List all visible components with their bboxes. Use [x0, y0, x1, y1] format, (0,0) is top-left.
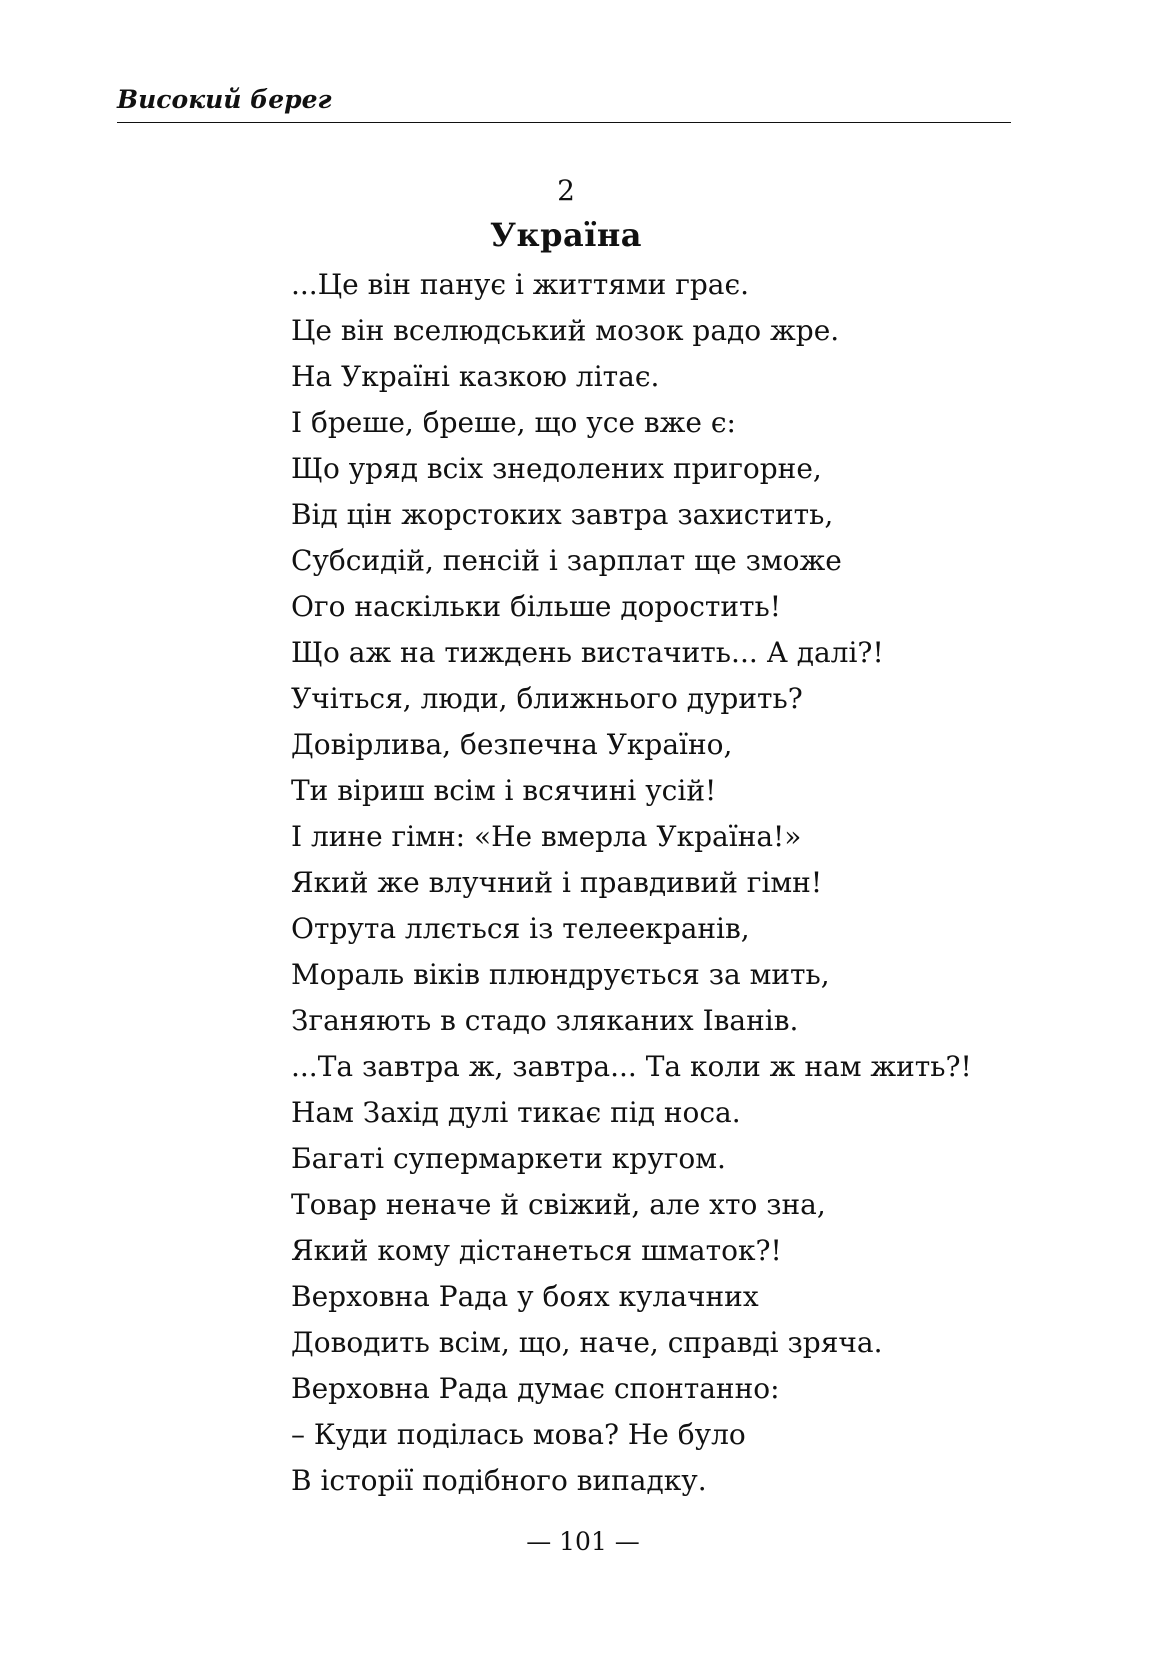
poem-line: Нам Захід дулі тикає під носа.	[291, 1096, 741, 1129]
poem-line: Який же влучний і правдивий гімн!	[291, 866, 823, 899]
poem-line: Верховна Рада у боях кулачних	[291, 1280, 759, 1313]
poem-line: Верховна Рада думає спонтанно:	[291, 1372, 780, 1405]
poem-line: ...Та завтра ж, завтра... Та коли ж нам жить?!	[291, 1050, 972, 1083]
poem-line: На Україні казкою літає.	[291, 360, 660, 393]
poem-line: Який кому дістанеться шматок?!	[291, 1234, 782, 1267]
poem-line: Субсидій, пенсій і зарплат ще зможе	[291, 544, 842, 577]
poem-line: Товар неначе й свіжий, але хто зна,	[291, 1188, 826, 1221]
poem-line: Отрута ллється із телеекранів,	[291, 912, 750, 945]
poem-line: В історії подібного випадку.	[291, 1464, 707, 1497]
poem-line: Учіться, люди, ближнього дурить?	[291, 682, 803, 715]
poem-line: Ого наскільки більше доростить!	[291, 590, 782, 623]
poem-line: І лине гімн: «Не вмерла Україна!»	[291, 820, 802, 853]
poem-line: І бреше, бреше, що усе вже є:	[291, 406, 736, 439]
poem-number: 2	[557, 174, 575, 207]
poem-line: Що уряд всіх знедолених пригорне,	[291, 452, 822, 485]
poem-line: Це він вселюдський мозок радо жре.	[291, 314, 840, 347]
poem-line: ...Це він панує і життями грає.	[291, 268, 750, 301]
running-header-title: Високий берег	[117, 85, 332, 114]
poem-line: Від цін жорстоких завтра захистить,	[291, 498, 834, 531]
running-header	[117, 82, 1011, 123]
poem-line: Мораль віків плюндрується за мить,	[291, 958, 830, 991]
poem-line: Довірлива, безпечна Україно,	[291, 728, 733, 761]
poem-line: – Куди поділась мова? Не було	[291, 1418, 746, 1451]
poem-line: Зганяють в стадо зляканих Іванів.	[291, 1004, 799, 1037]
poem-line: Що аж на тиждень вистачить... А далі?!	[291, 636, 884, 669]
poem-body	[291, 262, 972, 1504]
page-number: — 101 —	[526, 1527, 640, 1556]
poem-line: Доводить всім, що, наче, справді зряча.	[291, 1326, 883, 1359]
poem-title: Україна	[490, 216, 642, 254]
poem-line: Багаті супермаркети кругом.	[291, 1142, 726, 1175]
poem-line: Ти віриш всім і всячині усій!	[291, 774, 717, 807]
